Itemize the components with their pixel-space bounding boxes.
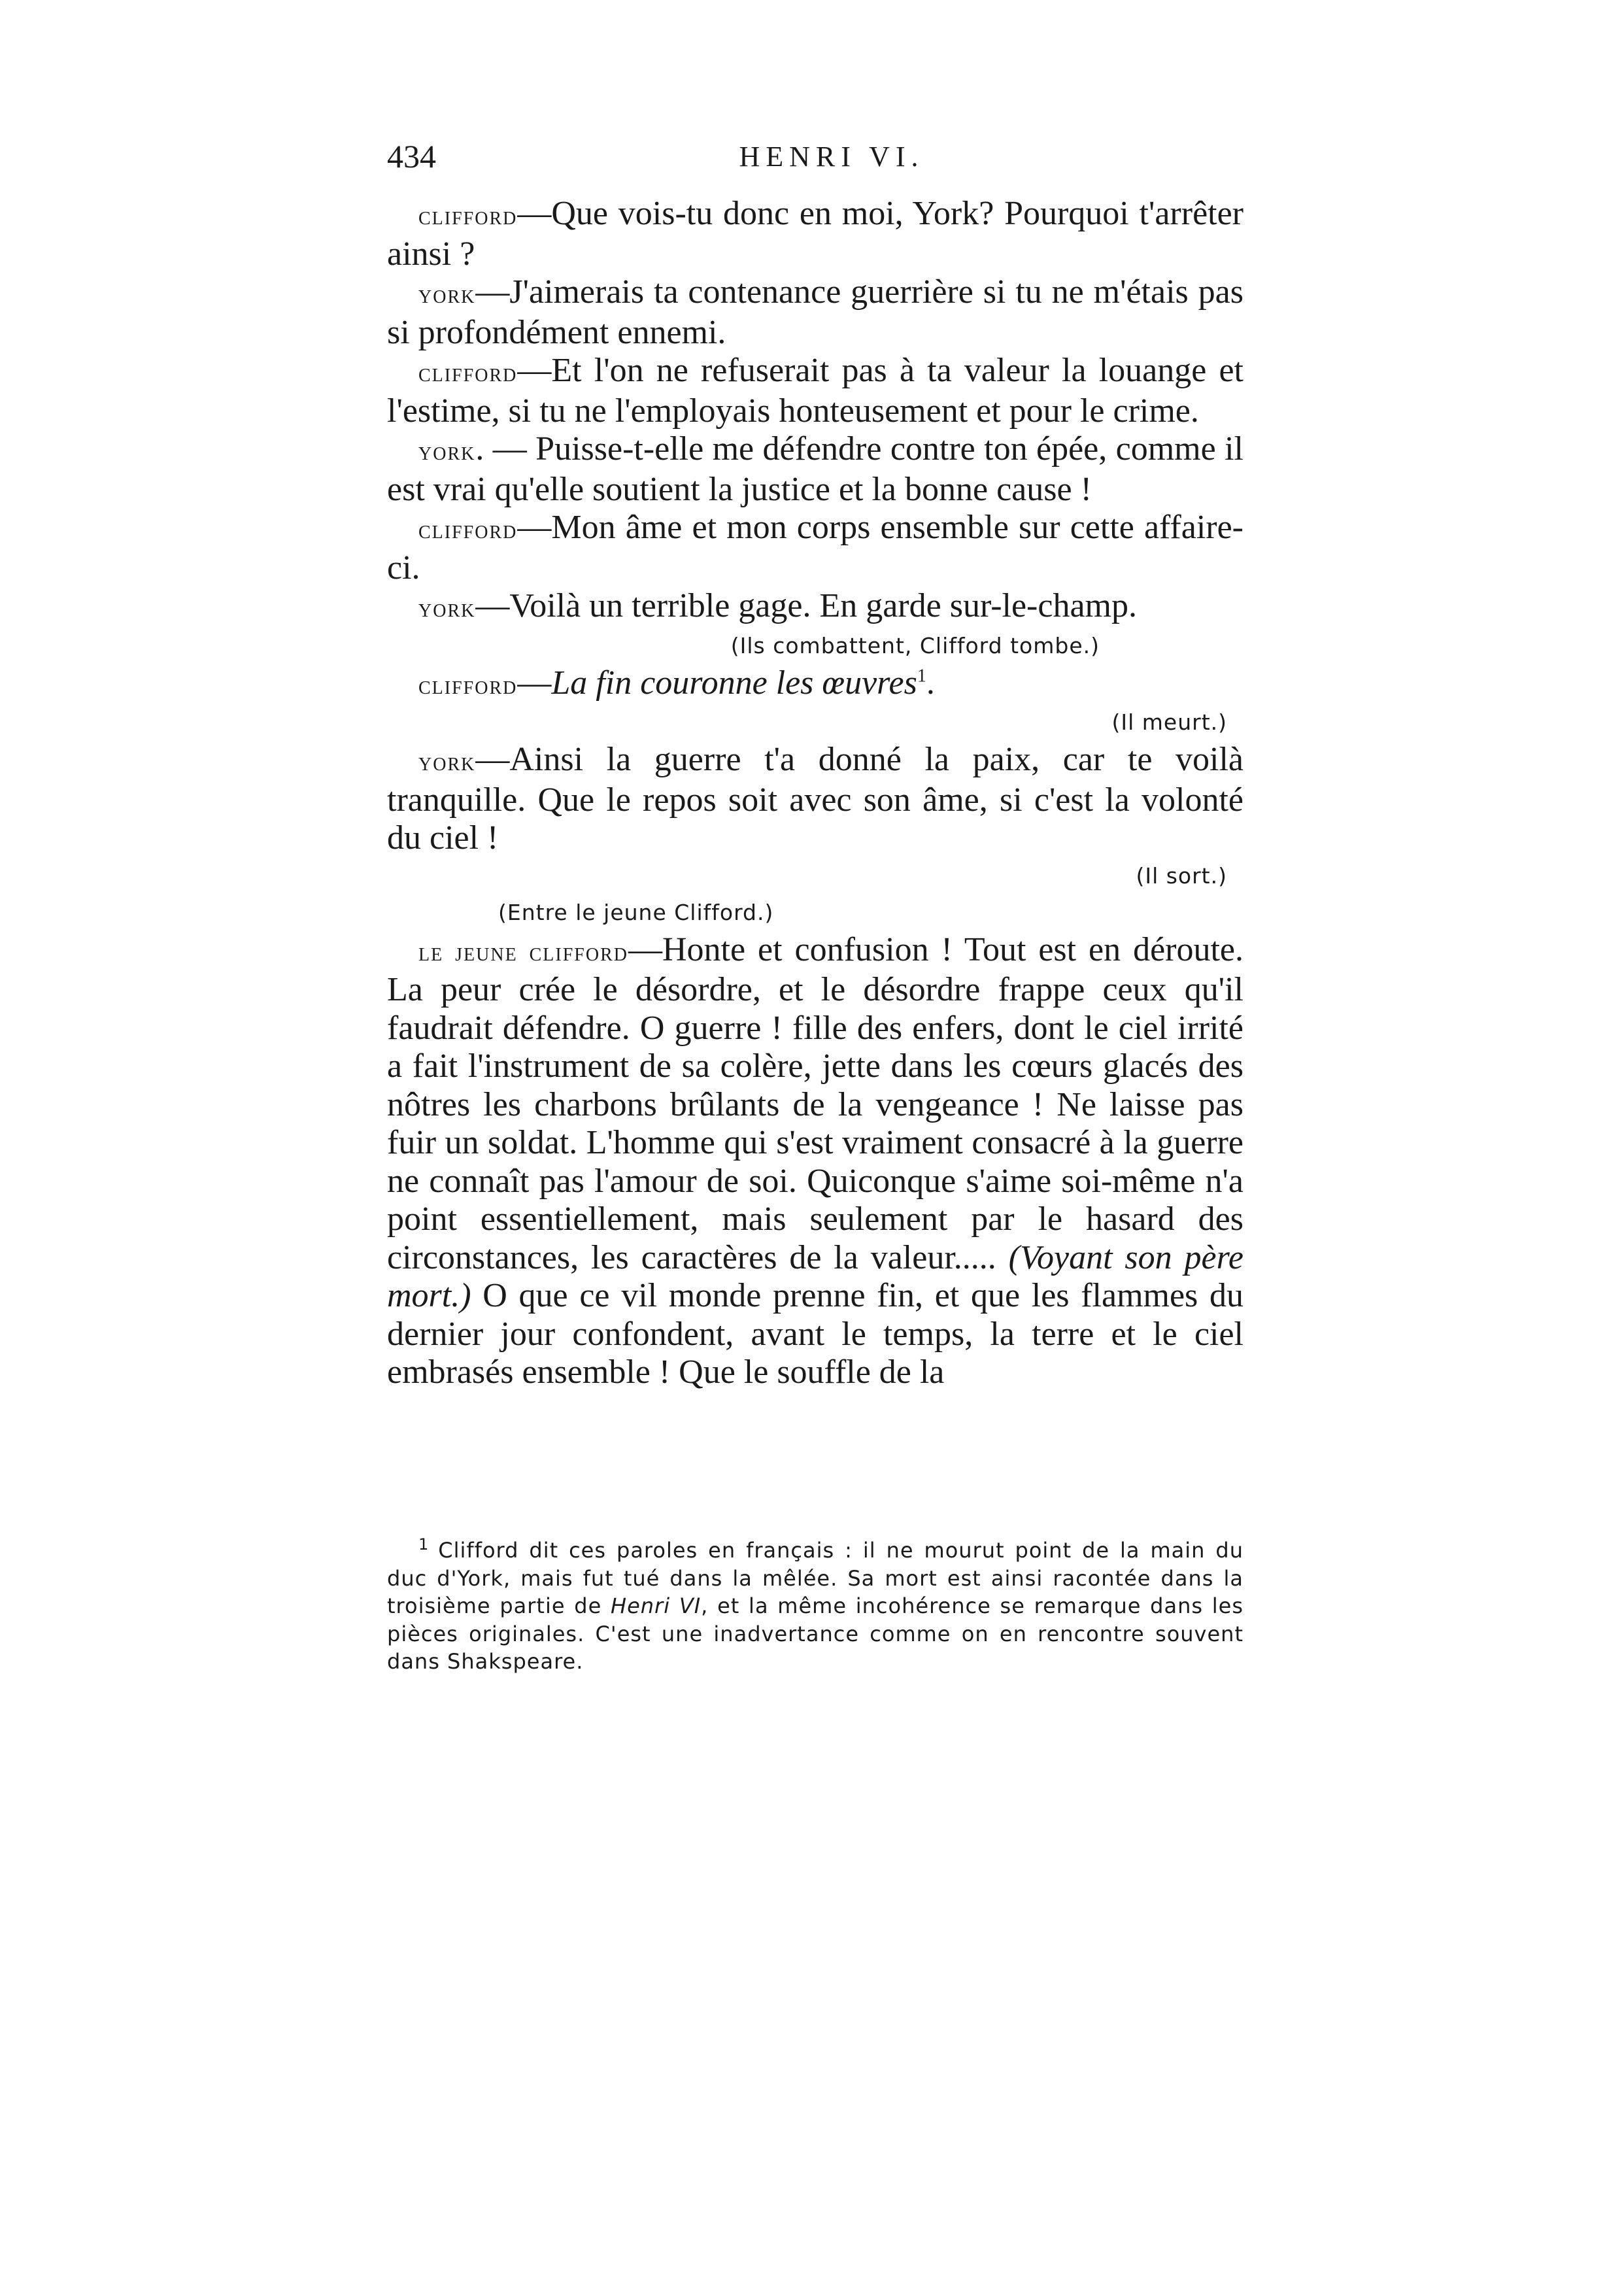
footnote-text: , et la même incohérence se remarque dans les pièces originales. C'est une inadvertance comme on en rencontre souvent dans Shakspeare. [387, 1593, 1244, 1674]
speaker-name: york [418, 747, 476, 776]
speech-text: —Mon âme et mon corps ensemble sur cette affaire-ci. [387, 509, 1243, 586]
footnote-marker: 1 [418, 1535, 430, 1554]
speech-text: —Que vois-tu donc en moi, York? Pourquoi t'arrêter ainsi ? [387, 195, 1243, 273]
speech-paragraph [387, 509, 1243, 587]
dialogue-body [387, 195, 1243, 1392]
stage-direction: (Ils combattent, Clifford tombe.) [730, 632, 1100, 658]
speaker-name: york [418, 279, 476, 309]
speech-paragraph [387, 587, 1243, 628]
speech-text: —Voilà un terrible gage. En garde sur-le-champ. [475, 587, 1137, 624]
speaker-name: le jeune clifford [418, 936, 628, 966]
speech-text: —Et l'on ne refuserait pas à ta valeur la louange et l'estime, si tu ne l'employais honteusement et pour le crime. [387, 352, 1243, 430]
speech-paragraph [387, 931, 1243, 1392]
speaker-name: york [418, 436, 476, 466]
speech-end: . [926, 664, 935, 702]
speech-paragraph [387, 664, 1243, 705]
running-title: HENRI VI. [739, 141, 924, 173]
speech-paragraph [387, 741, 1243, 858]
page-number: 434 [387, 138, 436, 175]
speaker-name: clifford [418, 201, 518, 230]
speaker-name: clifford [418, 515, 518, 544]
speech-paragraph [387, 430, 1243, 509]
footnote-reference: 1 [917, 666, 926, 687]
footnote-play-title: Henri VI [611, 1593, 702, 1618]
speech-paragraph [387, 273, 1243, 352]
speaker-name: york [418, 593, 476, 622]
stage-aside: (Voyant son père mort.) [387, 1238, 1244, 1314]
stage-direction: (Il meurt.) [1111, 709, 1227, 735]
footnote-text: Clifford dit ces paroles en français : il ne mourut point de la main du duc d'York, mais fut tué dans la mêlée. Sa mort est ainsi racontée dans la troisième partie de [387, 1538, 1243, 1618]
speech-text: —Honte et confusion ! Tout est en déroute. La peur crée le désordre, et le désordre frappe ceux qu'il faudrait défendre. O guerre ! fille des enfers, dont le ciel irrité a fait l'instrument de sa colère, jette dans les cœurs glacés des nôtres les charbons brûlants de la vengeance ! Ne laisse pas fuir un soldat. L'homme qui s'est vraiment consacré à la guerre ne connaît pas l'amour de soi. Quiconque s'aime soi-même n'a point essentiellement, mais seulement par le hasard des circonstances, les caractères de la valeur..... [387, 930, 1243, 1276]
speaker-name: clifford [418, 358, 518, 387]
footnotes [387, 1537, 1243, 1676]
speech-paragraph [387, 352, 1243, 430]
speaker-name: clifford [418, 670, 518, 700]
stage-direction: (Il sort.) [1136, 862, 1227, 889]
speech-dash: — [517, 664, 552, 702]
footnote [387, 1537, 1243, 1676]
speech-text: O que ce vil monde prenne fin, et que les flammes du dernier jour confondent, avant le temps, la terre et le ciel embrasés ensemble ! Que le souffle de la [387, 1277, 1243, 1391]
speech-text: . — Puisse-t-elle me défendre contre ton épée, comme il est vrai qu'elle soutient la justice et la bonne cause ! [387, 430, 1243, 508]
stage-direction: (Entre le jeune Clifford.) [498, 899, 774, 925]
speech-text: —J'aimerais ta contenance guerrière si tu ne m'étais pas si profondément ennemi. [387, 273, 1243, 351]
speech-text: —Ainsi la guerre t'a donné la paix, car te voilà tranquille. Que le repos soit avec son âme, si c'est la volonté du ciel ! [387, 741, 1243, 857]
french-quote: La fin couronne les œuvres [551, 664, 917, 702]
speech-paragraph [387, 195, 1243, 273]
page-header [387, 137, 1276, 183]
